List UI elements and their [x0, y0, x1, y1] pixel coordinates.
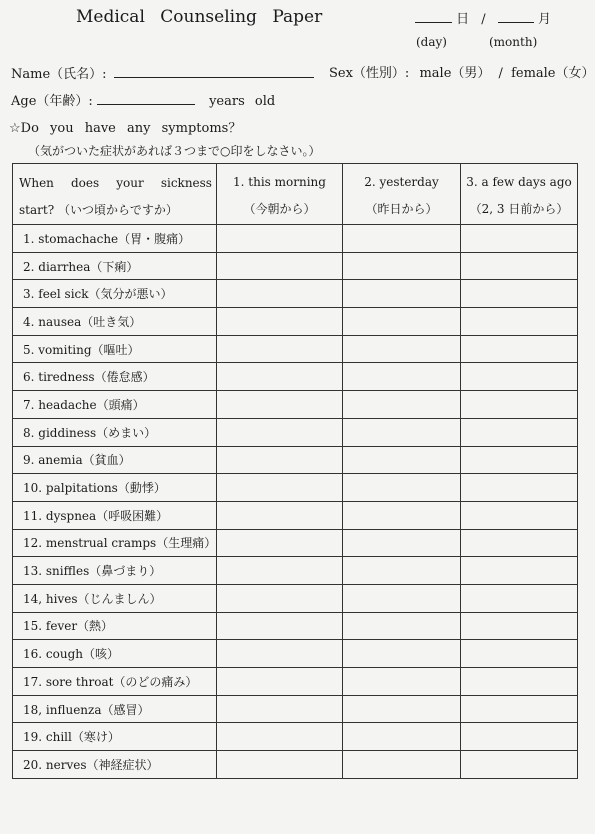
symptom-label: 10. palpitations（動悸） — [13, 474, 217, 502]
check-cell-few-days-ago[interactable] — [461, 640, 578, 668]
sex-row — [329, 62, 595, 81]
symptom-label: 7. headache（頭痛） — [13, 391, 217, 419]
check-cell-few-days-ago[interactable] — [461, 252, 578, 280]
table-row — [13, 474, 578, 502]
check-cell-few-days-ago[interactable] — [461, 308, 578, 336]
check-cell-few-days-ago[interactable] — [461, 695, 578, 723]
onset-question-en — [19, 170, 212, 197]
check-cell-this-morning[interactable] — [217, 363, 343, 391]
table-row — [13, 640, 578, 668]
check-cell-few-days-ago[interactable] — [461, 751, 578, 779]
table-row — [13, 308, 578, 336]
column-en: 2. yesterday — [364, 175, 439, 189]
q-word: does — [71, 176, 100, 190]
female-option[interactable]: female（女） — [511, 66, 595, 81]
check-cell-few-days-ago[interactable] — [461, 280, 578, 308]
age-row — [11, 90, 275, 109]
check-cell-yesterday[interactable] — [343, 391, 461, 419]
check-cell-yesterday[interactable] — [343, 612, 461, 640]
q-word: your — [116, 176, 144, 190]
symptom-label: 14, hives（じんましん） — [13, 584, 217, 612]
check-cell-few-days-ago[interactable] — [461, 446, 578, 474]
day-kanji: 日 — [456, 12, 470, 27]
symptom-label: 19. chill（寒け） — [13, 723, 217, 751]
check-cell-few-days-ago[interactable] — [461, 668, 578, 696]
age-unit: years old — [209, 94, 276, 109]
symptom-label: 12. menstrual cramps（生理痛） — [13, 529, 217, 557]
check-cell-yesterday[interactable] — [343, 363, 461, 391]
date-fields — [415, 8, 551, 27]
table-row — [13, 252, 578, 280]
check-cell-yesterday[interactable] — [343, 557, 461, 585]
onset-question-cell — [13, 164, 217, 225]
check-cell-few-days-ago[interactable] — [461, 557, 578, 585]
check-cell-yesterday[interactable] — [343, 695, 461, 723]
day-label: (day) — [416, 35, 447, 49]
check-cell-yesterday[interactable] — [343, 584, 461, 612]
table-row — [13, 225, 578, 253]
name-label: Name（氏名）: — [11, 67, 107, 82]
table-row — [13, 418, 578, 446]
check-cell-yesterday[interactable] — [343, 308, 461, 336]
check-cell-this-morning[interactable] — [217, 308, 343, 336]
instruction-text: （気がついた症状があれば３つまで○印をしなさい。） — [28, 144, 321, 158]
table-row — [13, 723, 578, 751]
age-field[interactable] — [97, 93, 195, 105]
month-kanji: 月 — [537, 12, 551, 27]
month-field[interactable] — [498, 9, 534, 23]
check-cell-few-days-ago[interactable] — [461, 501, 578, 529]
table-row — [13, 391, 578, 419]
symptom-table — [12, 163, 578, 779]
check-cell-yesterday[interactable] — [343, 529, 461, 557]
symptom-label: 11. dyspnea（呼吸困難） — [13, 501, 217, 529]
age-label: Age（年齢）: — [11, 94, 93, 109]
symptom-label: 5. vomiting（嘔吐） — [13, 335, 217, 363]
check-cell-yesterday[interactable] — [343, 640, 461, 668]
table-row — [13, 335, 578, 363]
check-cell-few-days-ago[interactable] — [461, 391, 578, 419]
symptom-label: 16. cough（咳） — [13, 640, 217, 668]
check-cell-few-days-ago[interactable] — [461, 529, 578, 557]
check-cell-yesterday[interactable] — [343, 225, 461, 253]
column-en: 1. this morning — [233, 175, 326, 189]
check-cell-this-morning[interactable] — [217, 640, 343, 668]
table-row — [13, 280, 578, 308]
table-row — [13, 695, 578, 723]
table-row — [13, 529, 578, 557]
onset-question-start: start? — [19, 203, 55, 217]
check-cell-this-morning[interactable] — [217, 418, 343, 446]
check-cell-this-morning[interactable] — [217, 335, 343, 363]
date-slash: / — [481, 12, 486, 27]
symptom-label: 17. sore throat（のどの痛み） — [13, 668, 217, 696]
check-cell-yesterday[interactable] — [343, 474, 461, 502]
check-cell-yesterday[interactable] — [343, 280, 461, 308]
symptom-label: 20. nerves（神経症状） — [13, 751, 217, 779]
symptom-label: 2. diarrhea（下痢） — [13, 252, 217, 280]
symptom-label: 4. nausea（吐き気） — [13, 308, 217, 336]
column-jp: （昨日から） — [365, 202, 438, 216]
symptom-label: 9. anemia（貧血） — [13, 446, 217, 474]
check-cell-few-days-ago[interactable] — [461, 418, 578, 446]
name-row — [11, 63, 314, 82]
check-cell-this-morning[interactable] — [217, 668, 343, 696]
table-row — [13, 363, 578, 391]
symptom-label: 18, influenza（感冒） — [13, 695, 217, 723]
check-cell-this-morning[interactable] — [217, 612, 343, 640]
check-cell-few-days-ago[interactable] — [461, 474, 578, 502]
symptom-label: 1. stomachache（胃・腹痛） — [13, 225, 217, 253]
check-cell-this-morning[interactable] — [217, 529, 343, 557]
column-jp: （2, 3 日前から） — [469, 202, 569, 216]
check-cell-yesterday[interactable] — [343, 723, 461, 751]
table-row — [13, 584, 578, 612]
day-field[interactable] — [415, 9, 452, 23]
column-header-this-morning — [217, 164, 343, 225]
check-cell-yesterday[interactable] — [343, 668, 461, 696]
check-cell-this-morning[interactable] — [217, 723, 343, 751]
q-word: When — [19, 176, 54, 190]
table-row — [13, 501, 578, 529]
symptom-label: 3. feel sick（気分が悪い） — [13, 280, 217, 308]
q-word: sickness — [160, 176, 212, 190]
table-row — [13, 446, 578, 474]
table-header-row — [13, 164, 578, 225]
column-header-yesterday — [343, 164, 461, 225]
check-cell-this-morning[interactable] — [217, 280, 343, 308]
male-option[interactable]: male（男） — [419, 66, 491, 81]
symptom-label: 13. sniffles（鼻づまり） — [13, 557, 217, 585]
month-label: (month) — [489, 35, 538, 49]
check-cell-few-days-ago[interactable] — [461, 723, 578, 751]
check-cell-this-morning[interactable] — [217, 225, 343, 253]
check-cell-yesterday[interactable] — [343, 501, 461, 529]
symptom-label: 8. giddiness（めまい） — [13, 418, 217, 446]
onset-question-jp: （いつ頃からですか） — [57, 203, 178, 217]
check-cell-this-morning[interactable] — [217, 474, 343, 502]
check-cell-this-morning[interactable] — [217, 391, 343, 419]
table-row — [13, 668, 578, 696]
check-cell-few-days-ago[interactable] — [461, 225, 578, 253]
check-cell-this-morning[interactable] — [217, 751, 343, 779]
symptoms-question: ☆Do you have any symptoms？ — [9, 121, 242, 136]
column-jp: （今朝から） — [243, 202, 316, 216]
column-header-few-days-ago — [461, 164, 578, 225]
table-row — [13, 751, 578, 779]
check-cell-few-days-ago[interactable] — [461, 363, 578, 391]
check-cell-this-morning[interactable] — [217, 584, 343, 612]
check-cell-yesterday[interactable] — [343, 751, 461, 779]
check-cell-yesterday[interactable] — [343, 335, 461, 363]
check-cell-this-morning[interactable] — [217, 252, 343, 280]
page-title: Medical Counseling Paper — [76, 7, 323, 27]
check-cell-few-days-ago[interactable] — [461, 584, 578, 612]
check-cell-this-morning[interactable] — [217, 695, 343, 723]
check-cell-few-days-ago[interactable] — [461, 335, 578, 363]
table-row — [13, 557, 578, 585]
check-cell-yesterday[interactable] — [343, 446, 461, 474]
symptom-label: 6. tiredness（倦怠感） — [13, 363, 217, 391]
name-field[interactable] — [114, 66, 314, 78]
check-cell-this-morning[interactable] — [217, 557, 343, 585]
column-en: 3. a few days ago — [466, 175, 572, 189]
check-cell-yesterday[interactable] — [343, 418, 461, 446]
sex-slash: / — [498, 66, 503, 81]
check-cell-yesterday[interactable] — [343, 252, 461, 280]
table-row — [13, 612, 578, 640]
symptom-label: 15. fever（熱） — [13, 612, 217, 640]
sex-label: Sex（性別）: — [329, 66, 410, 81]
check-cell-this-morning[interactable] — [217, 501, 343, 529]
check-cell-this-morning[interactable] — [217, 446, 343, 474]
check-cell-few-days-ago[interactable] — [461, 612, 578, 640]
